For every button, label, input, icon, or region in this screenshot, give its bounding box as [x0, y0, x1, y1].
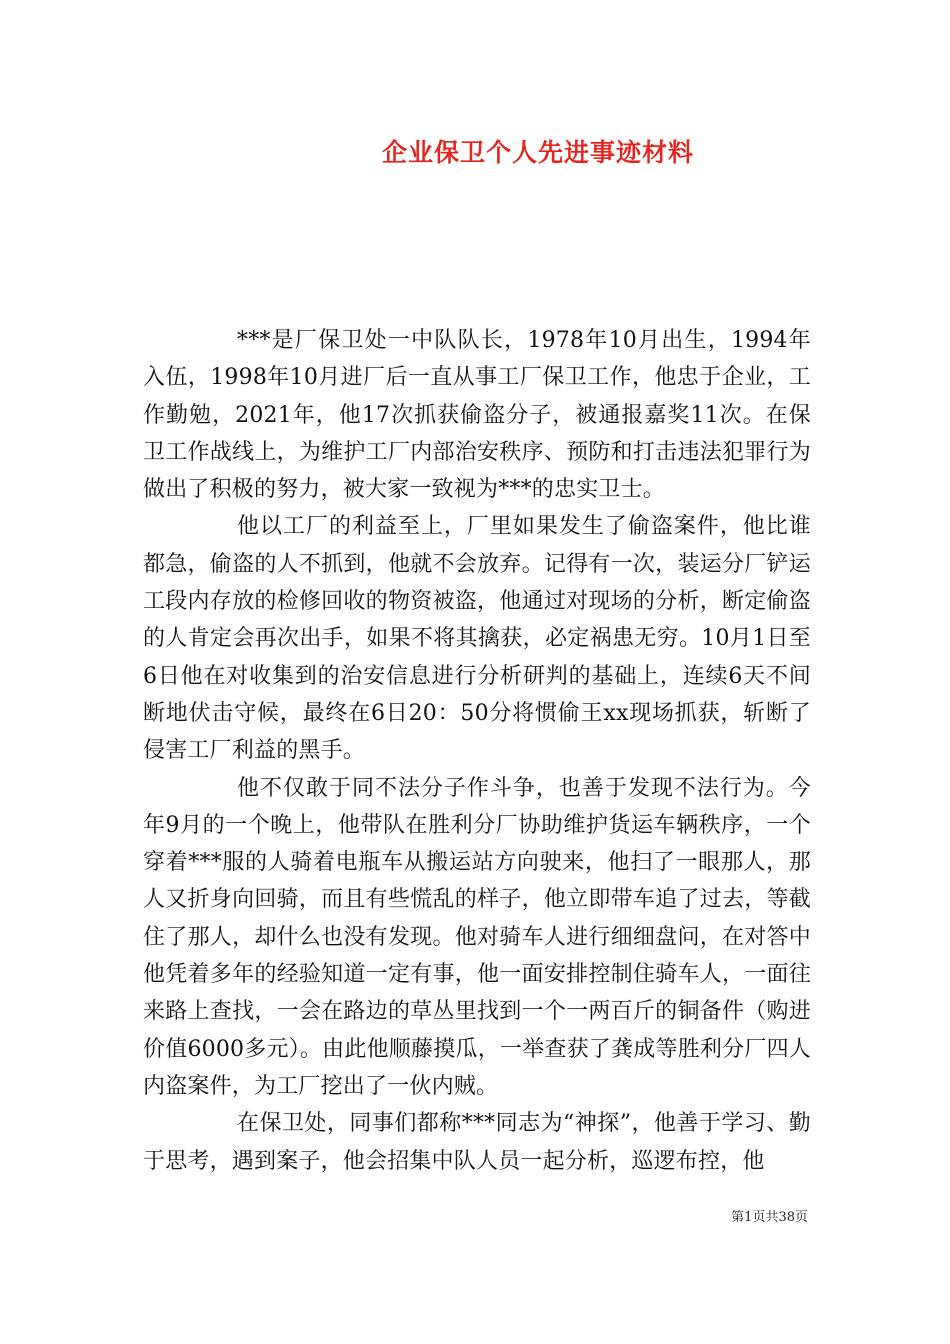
paragraph-4: 在保卫处，同事们都称***同志为“神探”，他善于学习、勤于思考，遇到案子，他会招集中队人员一起分析，巡逻布控，他	[143, 1111, 811, 1174]
paragraph-1: ***是厂保卫处一中队队长，1978年10月出生，1994年入伍，1998年10月进厂后一直从事工厂保卫工作，他忠于企业，工作勤勉，2021年，他17次抓获偷盗分子，被通报嘉奖11次。在保卫工作战线上，为维护工厂内部治安秩序、预防和打击违法犯罪行为做出了积极的努力，被大家一致视为***的忠实卫士。	[143, 328, 811, 503]
document-title: 企业保卫个人先进事迹材料	[381, 138, 694, 167]
paragraph-3: 他不仅敢于同不法分子作斗争，也善于发现不法行为。今年9月的一个晚上，他带队在胜利分厂协助维护货运车辆秩序，一个穿着***服的人骑着电瓶车从搬运站方向驶来，他扫了一眼那人，那人又折身向回骑，而且有些慌乱的样子，他立即带车追了过去，等截住了那人，却什么也没有发现。他对骑车人进行细细盘问，在对答中他凭着多年的经验知道一定有事，他一面安排控制住骑车人，一面往来路上查找，一会在路边的草丛里找到一个一两百斤的铜备件（购进价值6000多元）。由此他顺藤摸瓜，一举查获了龚成等胜利分厂四人内盗案件，为工厂挖出了一伙内贼。	[143, 775, 811, 1099]
paragraph-2: 他以工厂的利益至上，厂里如果发生了偷盗案件，他比谁都急，偷盗的人不抓到，他就不会放弃。记得有一次，装运分厂铲运工段内存放的检修回收的物资被盗，他通过对现场的分析，断定偷盗的人肯定会再次出手，如果不将其擒获，必定祸患无穷。10月1日至6日他在对收集到的治安信息进行分析研判的基础上，连续6天不间断地伏击守候，最终在6日20：50分将惯偷王xx现场抓获，斩断了侵害工厂利益的黑手。	[143, 514, 811, 764]
page-number: 第1页共38页	[731, 1210, 808, 1225]
document-body	[143, 322, 811, 1180]
